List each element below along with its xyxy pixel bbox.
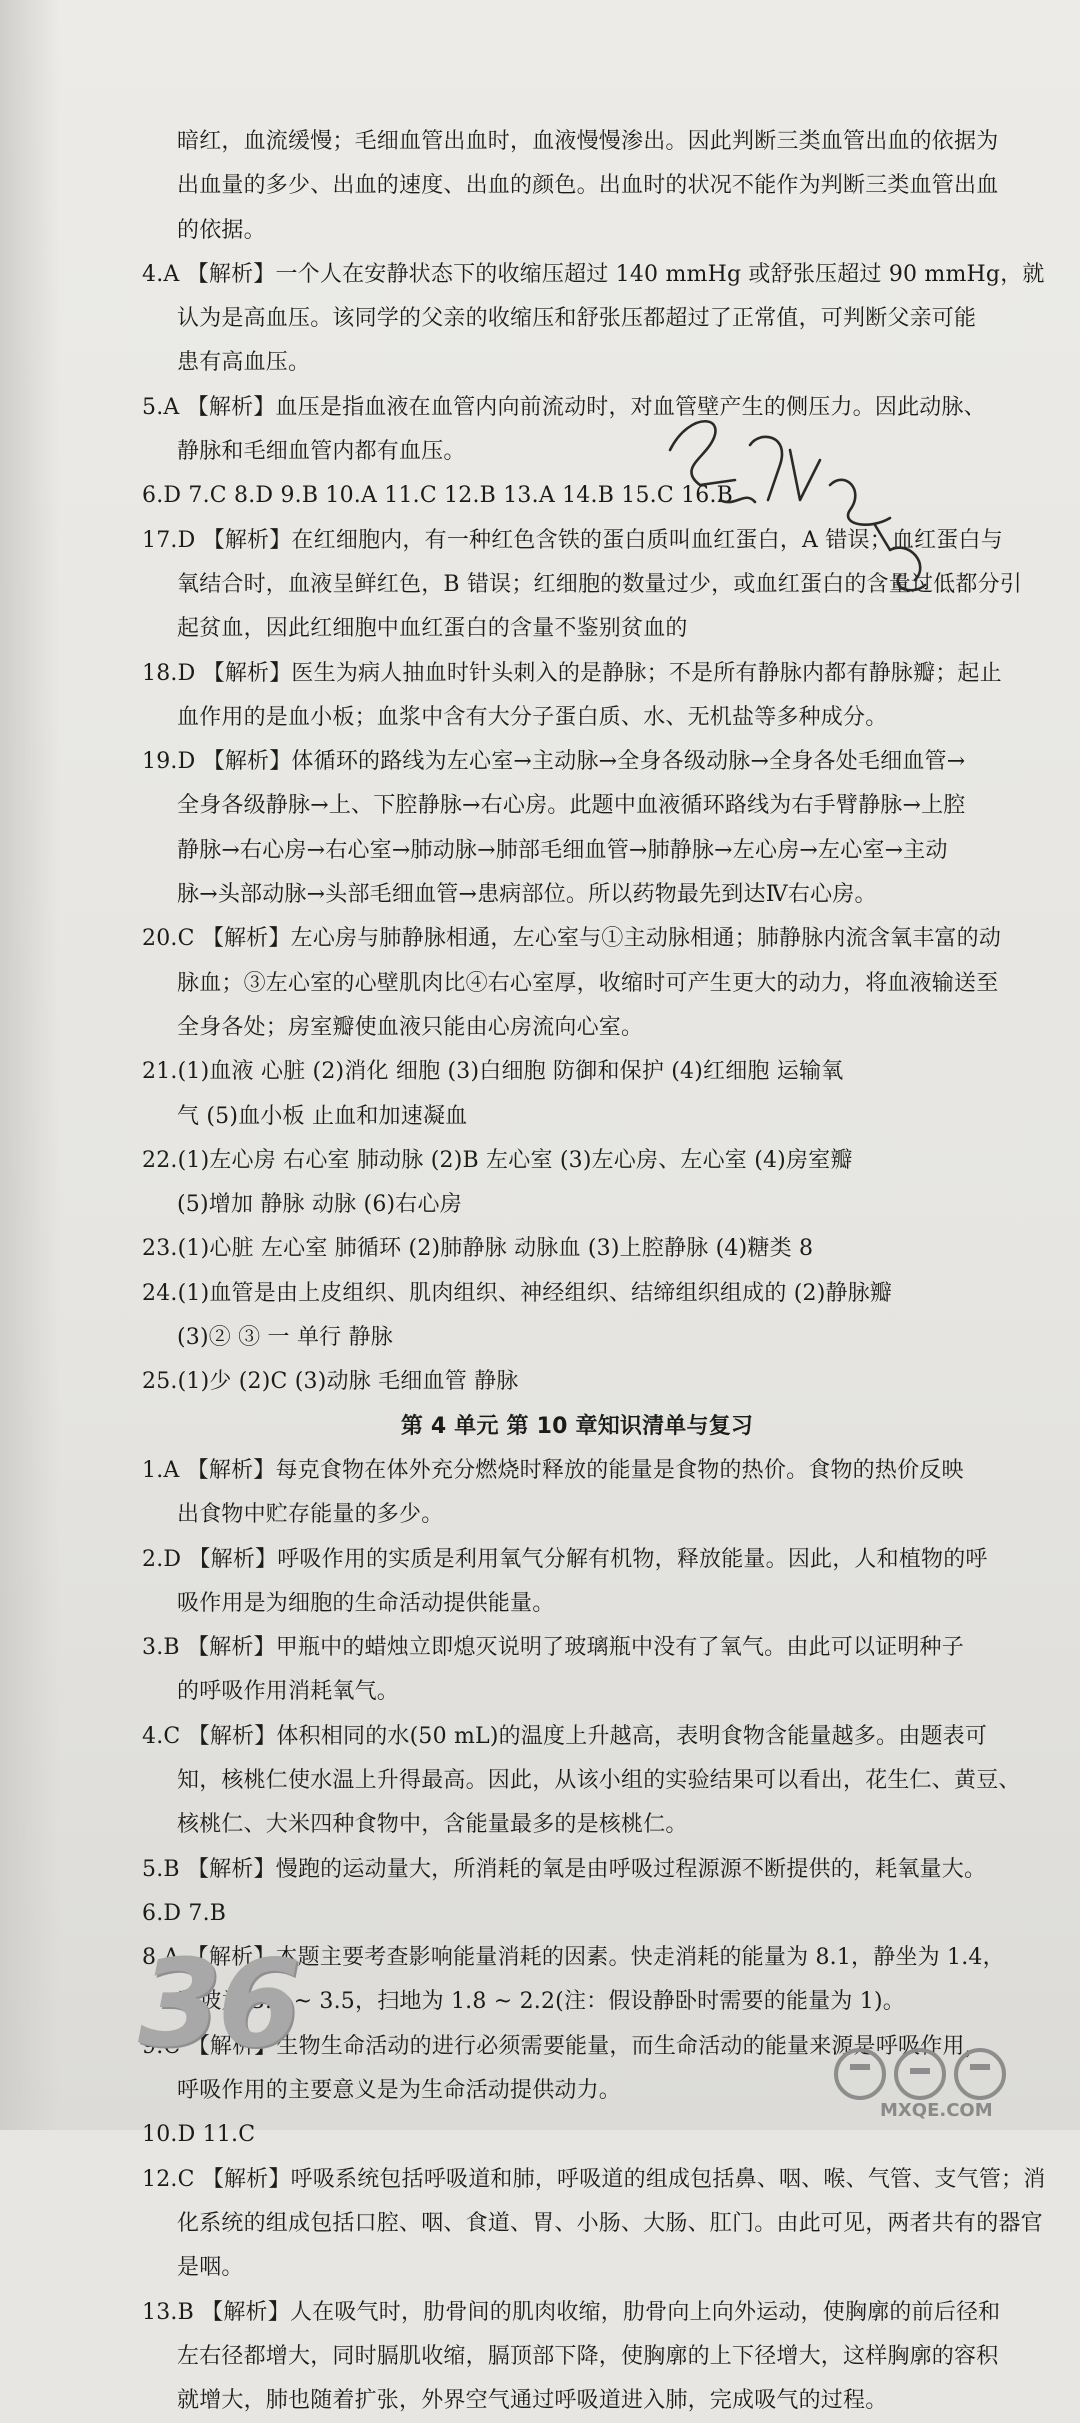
text-line: 2.D 【解析】呼吸作用的实质是利用氧气分解有机物，释放能量。因此，人和植物的呼 xyxy=(142,1546,988,1572)
watermark-text: MXQE.COM xyxy=(880,2100,993,2121)
text-line: 23.(1)心脏 左心室 肺循环 (2)肺静脉 动脉血 (3)上腔静脉 (4)糖类 8 xyxy=(142,1236,814,1262)
text-line: 核桃仁、大米四种食物中，含能量最多的是核桃仁。 xyxy=(177,1812,688,1838)
text-line: 24.(1)血管是由上皮组织、肌肉组织、神经组织、结缔组织组成的 (2)静脉瓣 xyxy=(142,1280,893,1306)
text-line: 呼吸作用的主要意义是为生命活动提供动力。 xyxy=(177,2078,622,2104)
text-line: 21.(1)血液 心脏 (2)消化 细胞 (3)白细胞 防御和保护 (4)红细胞 运输氧 xyxy=(142,1059,844,1085)
text-line: 氧结合时，血液呈鲜红色，B 错误；红细胞的数量过少，或血红蛋白的含量过低都分引 xyxy=(177,571,1022,597)
text-line: 左右径都增大，同时膈肌收缩，膈顶部下降，使胸廓的上下径增大，这样胸廓的容积 xyxy=(177,2343,999,2369)
text-line: 10.D 11.C xyxy=(142,2122,256,2148)
text-line: 18.D 【解析】医生为病人抽血时针头刺入的是静脉；不是所有静脉内都有静脉瓣；起止 xyxy=(142,660,1002,686)
text-line: 9.C 【解析】生物生命活动的进行必须需要能量，而生命活动的能量来源是呼吸作用， xyxy=(142,2033,987,2059)
text-line: 20.C 【解析】左心房与肺静脉相通，左心室与①主动脉相通；肺静脉内流含氧丰富的动 xyxy=(142,926,1002,952)
text-line: 血作用的是血小板；血浆中含有大分子蛋白质、水、无机盐等多种成分。 xyxy=(177,704,888,730)
text-line: 爬坡为 3.2 ~ 3.5，扫地为 1.8 ~ 2.2(注：假设静卧时需要的能量为 1)。 xyxy=(177,1989,905,2015)
text-line: 知，核桃仁使水温上升得最高。因此，从该小组的实验结果可以看出，花生仁、黄豆、 xyxy=(177,1767,1021,1793)
text-line: 吸作用是为细胞的生命活动提供能量。 xyxy=(177,1590,555,1616)
text-line: (5)增加 静脉 动脉 (6)右心房 xyxy=(177,1192,462,1218)
text-line: 6.D 7.B xyxy=(142,1900,227,1926)
text-line: 22.(1)左心房 右心室 肺动脉 (2)B 左心室 (3)左心房、左心室 (4)房室瓣 xyxy=(142,1147,853,1173)
text-line: 是咽。 xyxy=(177,2255,244,2281)
text-line: 认为是高血压。该同学的父亲的收缩压和舒张压都超过了正常值，可判断父亲可能 xyxy=(177,306,977,332)
text-line: 化系统的组成包括口腔、咽、食道、胃、小肠、大肠、肛门。由此可见，两者共有的器官 xyxy=(177,2210,1043,2236)
text-line: 暗红，血流缓慢；毛细血管出血时，血液慢慢渗出。因此判断三类血管出血的依据为 xyxy=(177,129,999,154)
text-line: 12.C 【解析】呼吸系统包括呼吸道和肺，呼吸道的组成包括鼻、咽、喉、气管、支气管；消 xyxy=(142,2166,1046,2192)
text-line: 静脉和毛细血管内都有血压。 xyxy=(177,439,466,465)
text-line: 1.A 【解析】每克食物在体外充分燃烧时释放的能量是食物的热价。食物的热价反映 xyxy=(142,1457,964,1483)
text-line: 的依据。 xyxy=(177,217,266,243)
text-line: 气 (5)血小板 止血和加速凝血 xyxy=(177,1103,468,1129)
text-line: 出血量的多少、出血的速度、出血的颜色。出血时的状况不能作为判断三类血管出血 xyxy=(177,173,999,199)
text-line: 脉血；③左心室的心壁肌肉比④右心室厚，收缩时可产生更大的动力，将血液输送至 xyxy=(177,970,999,996)
text-line: 19.D 【解析】体循环的路线为左心室→主动脉→全身各级动脉→全身各处毛细血管→ xyxy=(142,749,966,775)
text-line: 13.B 【解析】人在吸气时，肋骨间的肌肉收缩，肋骨向上向外运动，使胸廓的前后径和 xyxy=(142,2299,1001,2325)
text-line: 出食物中贮存能量的多少。 xyxy=(177,1502,444,1528)
handwritten-scribble xyxy=(640,390,960,630)
text-line: 全身各处；房室瓣使血液只能由心房流向心室。 xyxy=(177,1014,644,1040)
section-heading: 第 4 单元 第 10 章知识清单与复习 xyxy=(400,1413,754,1439)
text-line: 脉→头部动脉→头部毛细血管→患病部位。所以药物最先到达Ⅳ右心房。 xyxy=(177,882,877,908)
text-line: 4.C 【解析】体积相同的水(50 mL)的温度上升越高，表明食物含能量越多。由题表可 xyxy=(142,1723,988,1749)
text-line: 全身各级静脉→上、下腔静脉→右心房。此题中血液循环路线为右手臂静脉→上腔 xyxy=(177,793,966,819)
text-line: 25.(1)少 (2)C (3)动脉 毛细血管 静脉 xyxy=(142,1369,519,1395)
page-number: 36 xyxy=(138,1935,297,2074)
text-line: 5.A 【解析】血压是指血液在血管内向前流动时，对血管壁产生的侧压力。因此动脉、 xyxy=(142,394,986,420)
text-line: 静脉→右心房→右心室→肺动脉→肺部毛细血管→肺静脉→左心房→左心室→主动 xyxy=(177,837,948,863)
text-line: 的呼吸作用消耗氧气。 xyxy=(177,1679,400,1705)
text-line: 患有高血压。 xyxy=(177,350,311,376)
text-line: 6.D 7.C 8.D 9.B 10.A 11.C 12.B 13.A 14.B 15.C 16.B xyxy=(142,483,734,509)
page-edge-shadow xyxy=(0,0,60,2130)
text-line: 5.B 【解析】慢跑的运动量大，所消耗的氧是由呼吸过程源源不断提供的，耗氧量大。 xyxy=(142,1856,987,1882)
text-line: 4.A 【解析】一个人在安静状态下的收缩压超过 140 mmHg 或舒张压超过 90 mmHg，就 xyxy=(142,261,1045,287)
text-line: 3.B 【解析】甲瓶中的蜡烛立即熄灭说明了玻璃瓶中没有了氧气。由此可以证明种子 xyxy=(142,1635,964,1661)
text-line: 8.A 【解析】本题主要考查影响能量消耗的因素。快走消耗的能量为 8.1，静坐为 1.4， xyxy=(142,1945,1005,1971)
text-line: 起贫血，因此红细胞中血红蛋白的含量不鉴别贫血的 xyxy=(177,616,688,642)
text-line: 就增大，肺也随着扩张，外界空气通过呼吸道进入肺，完成吸气的过程。 xyxy=(177,2388,888,2414)
text-line: (3)② ③ 一 单行 静脉 xyxy=(177,1325,393,1351)
text-line: 17.D 【解析】在红细胞内，有一种红色含铁的蛋白质叫血红蛋白，A 错误；血红蛋白与 xyxy=(142,527,1003,553)
